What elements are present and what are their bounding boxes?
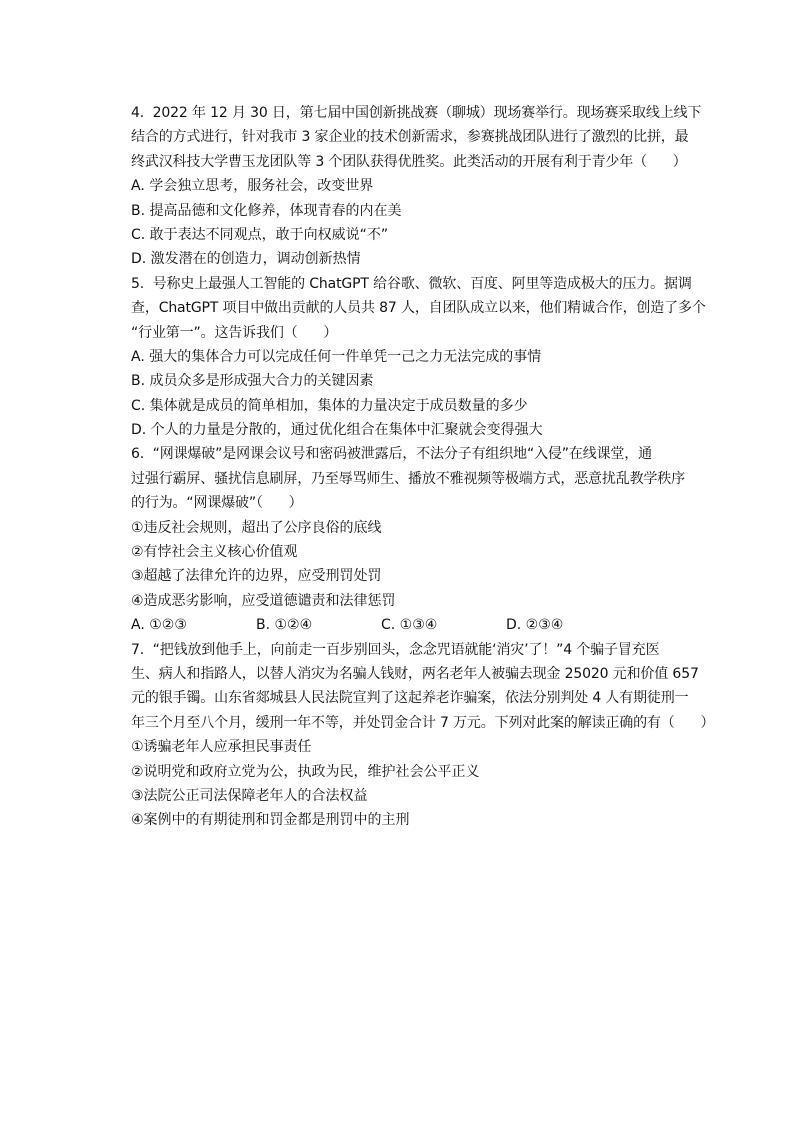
question-7-stem-line-1: 7. “把钱放到他手上，向前走一百步别回头，念念咒语就能‘消灾’了！”4 个骗子冒充医 xyxy=(131,641,660,658)
question-7-statement-3: ③法院公正司法保障老年人的合法权益 xyxy=(131,787,368,804)
question-4-stem-line-3: 终武汉科技大学曹玉龙团队等 3 个团队获得优胜奖。此类活动的开展有利于青少年（ ） xyxy=(131,153,687,170)
question-5-stem-line-2: 查，ChatGPT 项目中做出贡献的人员共 87 人，自团队成立以来，他们精诚合作，创造了多个 xyxy=(131,300,706,317)
question-6 xyxy=(131,442,691,637)
question-6-statement-3: ③超越了法律允许的边界，应受刑罚处罚 xyxy=(131,568,382,585)
question-7-statement-4: ④案例中的有期徒刑和罚金都是刑罚中的主刑 xyxy=(131,812,410,829)
question-5-option-a: A. 强大的集体合力可以完成任何一件单凭一己之力无法完成的事情 xyxy=(131,348,542,365)
question-7-statement-2: ②说明党和政府立党为公，执政为民，维护社会公平正义 xyxy=(131,763,480,780)
question-7-statement-1: ①诱骗老年人应承担民事责任 xyxy=(131,739,312,756)
question-list xyxy=(131,101,715,833)
question-5-option-b: B. 成员众多是形成强大合力的关键因素 xyxy=(131,373,374,390)
question-6-stem-line-1: 6. “网课爆破”是网课会议号和密码被泄露后，不法分子有组织地“入侵”在线课堂，通 xyxy=(131,446,652,463)
question-6-choice-b: B. ①②④ xyxy=(256,617,313,634)
question-7-stem-line-3: 元的银手镯。山东省郯城县人民法院宣判了这起养老诈骗案，依法分别判处 4 人有期徒刑一 xyxy=(131,690,689,707)
question-6-stem-line-2: 过强行霸屏、骚扰信息刷屏，乃至辱骂师生、播放不雅视频等极端方式，恶意扰乱教学秩序 xyxy=(131,470,685,487)
question-5-stem-line-3: “行业第一”。这告诉我们（ ） xyxy=(131,324,338,341)
question-6-statement-2: ②有悖社会主义核心价值观 xyxy=(131,544,298,561)
question-7-stem-line-4: 年三个月至八个月，缓刑一年不等，并处罚金合计 7 万元。下列对此案的解读正确的有（ ） xyxy=(131,714,715,731)
question-6-statement-1: ①违反社会规则，超出了公序良俗的底线 xyxy=(131,519,382,536)
question-5-option-d: D. 个人的力量是分散的，通过优化组合在集体中汇聚就会变得强大 xyxy=(131,422,543,439)
question-4-stem-line-1: 4. 2022 年 12 月 30 日，第七届中国创新挑战赛（聊城）现场赛举行。现场赛采取线上线下 xyxy=(131,105,702,121)
question-5-option-c: C. 集体就是成员的简单相加，集体的力量决定于成员数量的多少 xyxy=(131,397,528,414)
question-4-option-b: B. 提高品德和文化修养，体现青春的内在美 xyxy=(131,202,402,219)
question-4-option-c: C. 敢于表达不同观点，敢于向权威说“不” xyxy=(131,226,389,243)
question-7 xyxy=(131,638,715,833)
question-6-choice-a: A. ①②③ xyxy=(131,617,187,634)
question-4-option-d: D. 激发潜在的创造力，调动创新热情 xyxy=(131,251,361,268)
question-6-choice-c: C. ①③④ xyxy=(381,617,438,634)
question-5 xyxy=(131,272,706,443)
question-6-choices xyxy=(131,613,691,637)
question-5-stem-line-1: 5. 号称史上最强人工智能的 ChatGPT 给谷歌、微软、百度、阿里等造成极大的压力。据调 xyxy=(131,275,692,292)
question-4-stem-line-2: 结合的方式进行，针对我市 3 家企业的技术创新需求，参赛挑战团队进行了激烈的比拼，最 xyxy=(131,129,689,146)
question-4 xyxy=(131,101,702,272)
question-6-statement-4: ④造成恶劣影响，应受道德谴责和法律惩罚 xyxy=(131,592,396,609)
question-4-option-a: A. 学会独立思考，服务社会，改变世界 xyxy=(131,178,374,195)
question-7-stem-line-2: 生、病人和指路人，以替人消灾为名骗人钱财，两名老年人被骗去现金 25020 元和价值 657 xyxy=(131,665,699,682)
question-6-stem-line-3: 的行为。“网课爆破”（ ） xyxy=(131,495,303,512)
question-6-choice-d: D. ②③④ xyxy=(506,617,564,634)
